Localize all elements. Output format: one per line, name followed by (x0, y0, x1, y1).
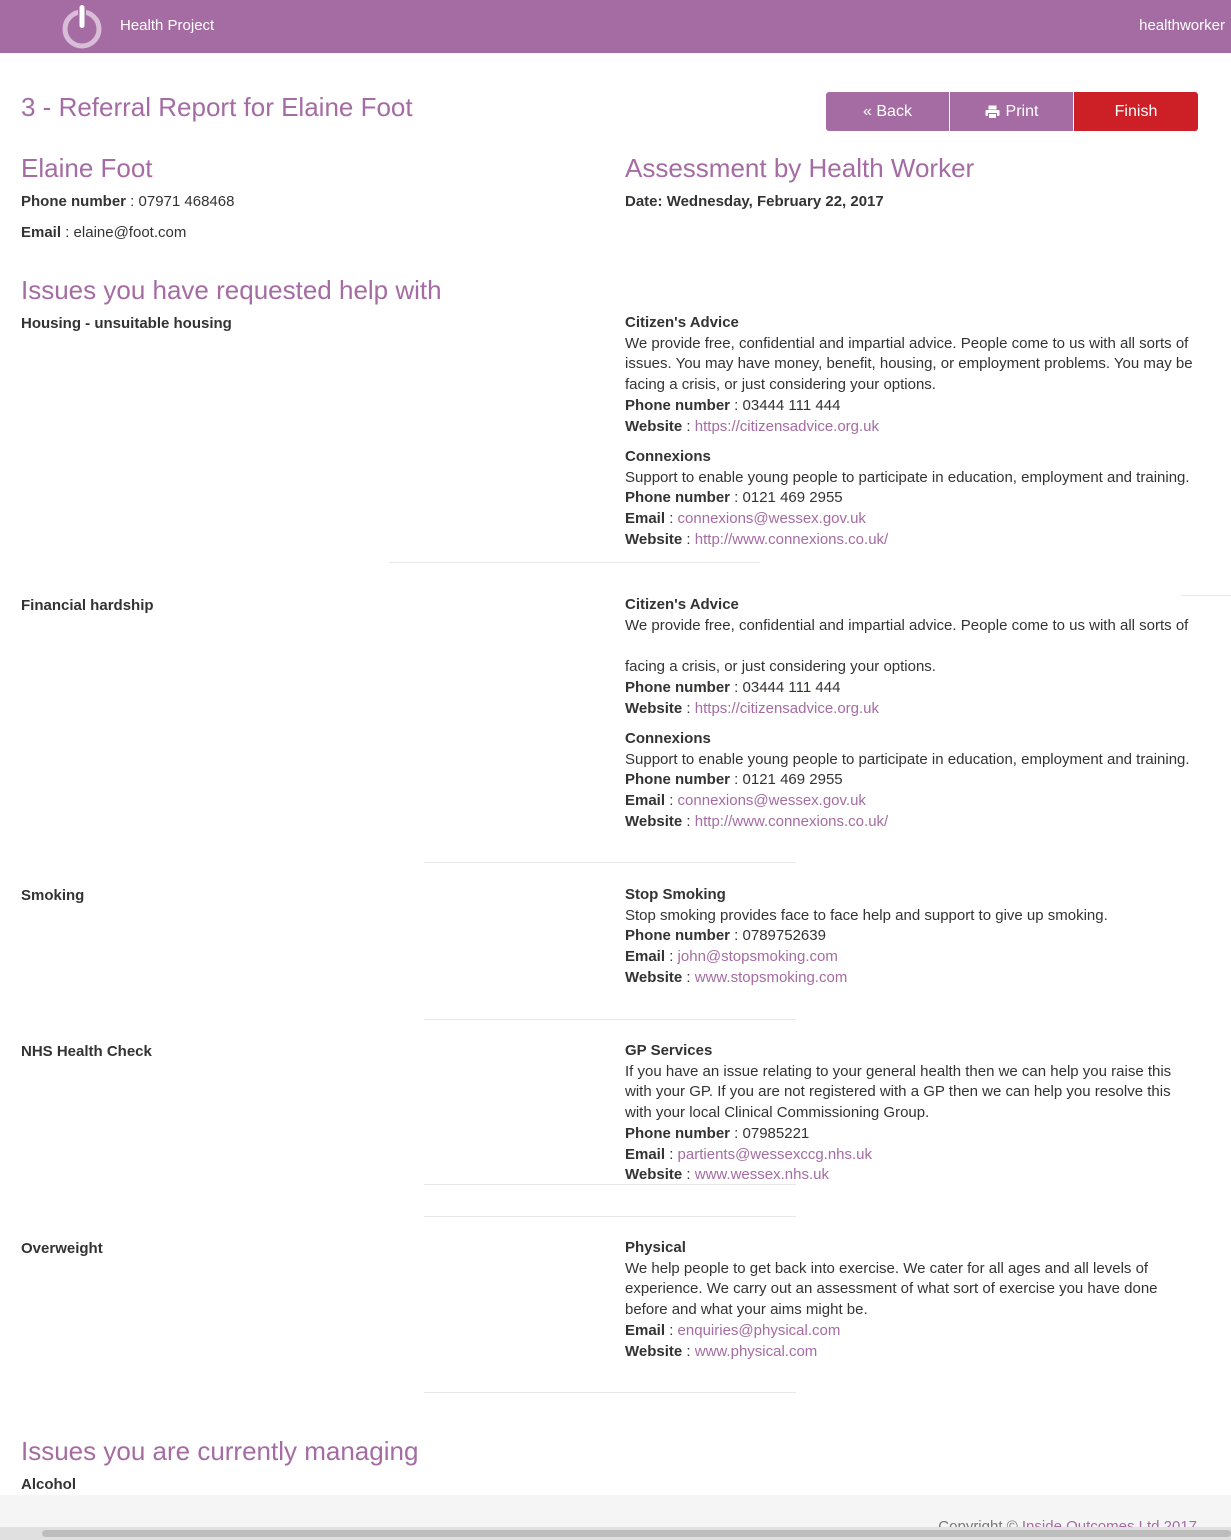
service-description: Stop smoking provides face to face help and support to give up smoking. (625, 906, 1108, 924)
service-phone: Phone number : 03444 111 444 (625, 396, 841, 414)
service-card (625, 1238, 1195, 1362)
issue-label: Smoking (21, 887, 85, 904)
print-button[interactable]: Print (950, 92, 1073, 131)
client-name: Elaine Foot (21, 153, 153, 183)
service-description: We provide free, confidential and impartial advice. People come to us with all sorts of issues. You may have money, benefit, housing, or employment problems. You may be facing a crisis, or just considering your options. (625, 334, 1193, 394)
back-button[interactable]: « Back (826, 92, 949, 131)
service-phone: Phone number : 07985221 (625, 1124, 810, 1142)
service-card (625, 595, 1195, 719)
service-card (625, 313, 1195, 437)
service-name: Stop Smoking (625, 886, 726, 903)
service-name: GP Services (625, 1042, 713, 1059)
service-description: If you have an issue relating to your general health then we can help you raise this with your GP. If you are not registered with a GP then we can help you resolve this with your local Clinical Commissioning Group. (625, 1062, 1172, 1122)
service-website: Website : https://citizensadvice.org.uk (625, 417, 880, 435)
service-description: We help people to get back into exercise. We cater for all ages and all levels of experience. We carry out an assessment of what sort of exercise you have done before and what your aims might be. (625, 1259, 1158, 1319)
service-name: Physical (625, 1239, 686, 1256)
divider (424, 1019, 796, 1020)
service-card (625, 447, 1195, 551)
service-website: Website : http://www.connexions.co.uk/ (625, 812, 889, 830)
service-website: Website : https://citizensadvice.org.uk (625, 699, 880, 717)
assessment-date: Date: Wednesday, February 22, 2017 (625, 193, 884, 210)
service-website-link[interactable]: www.physical.com (694, 1342, 818, 1360)
issue-label: NHS Health Check (21, 1043, 152, 1060)
service-card (625, 885, 1195, 989)
app-title[interactable]: Health Project (120, 17, 215, 34)
service-website: Website : www.wessex.nhs.uk (625, 1166, 829, 1184)
service-name: Connexions (625, 730, 711, 747)
service-phone: Phone number : 0789752639 (625, 927, 826, 945)
assessment-title: Assessment by Health Worker (625, 153, 975, 183)
service-website: Website : http://www.connexions.co.uk/ (625, 530, 889, 548)
service-description: Support to enable young people to participate in education, employment and training. (625, 750, 1190, 768)
service-email-link[interactable]: connexions@wessex.gov.uk (677, 510, 866, 528)
service-email-link[interactable]: enquiries@physical.com (677, 1321, 841, 1339)
service-description: We provide free, confidential and impartial advice. People come to us with all sorts of (625, 616, 1189, 634)
user-menu[interactable]: healthworker (1139, 17, 1225, 34)
issue-label: Overweight (21, 1240, 103, 1257)
service-website-link[interactable]: http://www.connexions.co.uk/ (694, 530, 889, 548)
issue-label: Housing - unsuitable housing (21, 315, 232, 332)
divider (389, 562, 760, 563)
client-phone: Phone number : 07971 468468 (21, 193, 235, 210)
service-website-link[interactable]: www.wessex.nhs.uk (694, 1166, 829, 1184)
service-email: Email : connexions@wessex.gov.uk (625, 510, 866, 528)
issue-label: Financial hardship (21, 597, 154, 614)
service-email-link[interactable]: connexions@wessex.gov.uk (677, 792, 866, 810)
service-email-link[interactable]: partients@wessexccg.nhs.uk (677, 1145, 873, 1163)
service-website: Website : www.physical.com (625, 1342, 818, 1360)
client-email: Email : elaine@foot.com (21, 224, 187, 241)
service-email-link[interactable]: john@stopsmoking.com (677, 948, 838, 966)
service-phone: Phone number : 0121 469 2955 (625, 489, 843, 507)
divider (424, 1392, 796, 1393)
printer-icon (985, 105, 1000, 119)
service-website: Website : www.stopsmoking.com (625, 968, 848, 986)
page-title: 3 - Referral Report for Elaine Foot (21, 92, 413, 122)
service-description: Support to enable young people to participate in education, employment and training. (625, 468, 1190, 486)
obscured-line (625, 636, 1195, 657)
service-phone: Phone number : 03444 111 444 (625, 678, 841, 696)
divider (424, 862, 796, 863)
service-card (625, 729, 1195, 833)
power-logo-icon[interactable] (60, 3, 104, 49)
service-email: Email : partients@wessexccg.nhs.uk (625, 1145, 873, 1163)
service-email: Email : connexions@wessex.gov.uk (625, 792, 866, 810)
managing-issue-label: Alcohol (21, 1476, 76, 1493)
top-navbar (0, 0, 1231, 53)
requested-issues-heading: Issues you have requested help with (21, 275, 442, 305)
divider (424, 1184, 796, 1185)
service-website-link[interactable]: https://citizensadvice.org.uk (694, 699, 880, 717)
service-card (625, 1041, 1195, 1186)
divider (424, 1216, 796, 1217)
service-email: Email : john@stopsmoking.com (625, 948, 838, 966)
service-name: Citizen's Advice (625, 596, 739, 613)
service-phone: Phone number : 0121 469 2955 (625, 771, 843, 789)
service-website-link[interactable]: http://www.connexions.co.uk/ (694, 812, 889, 830)
managing-issues-heading: Issues you are currently managing (21, 1436, 419, 1466)
finish-button[interactable]: Finish (1074, 92, 1198, 131)
service-name: Connexions (625, 448, 711, 465)
scrollbar-thumb[interactable] (42, 1530, 1231, 1537)
horizontal-scrollbar[interactable] (0, 1527, 1231, 1540)
service-website-link[interactable]: https://citizensadvice.org.uk (694, 417, 880, 435)
service-website-link[interactable]: www.stopsmoking.com (694, 968, 848, 986)
service-description: facing a crisis, or just considering your options. (625, 658, 936, 676)
service-email: Email : enquiries@physical.com (625, 1321, 841, 1339)
service-name: Citizen's Advice (625, 314, 739, 331)
